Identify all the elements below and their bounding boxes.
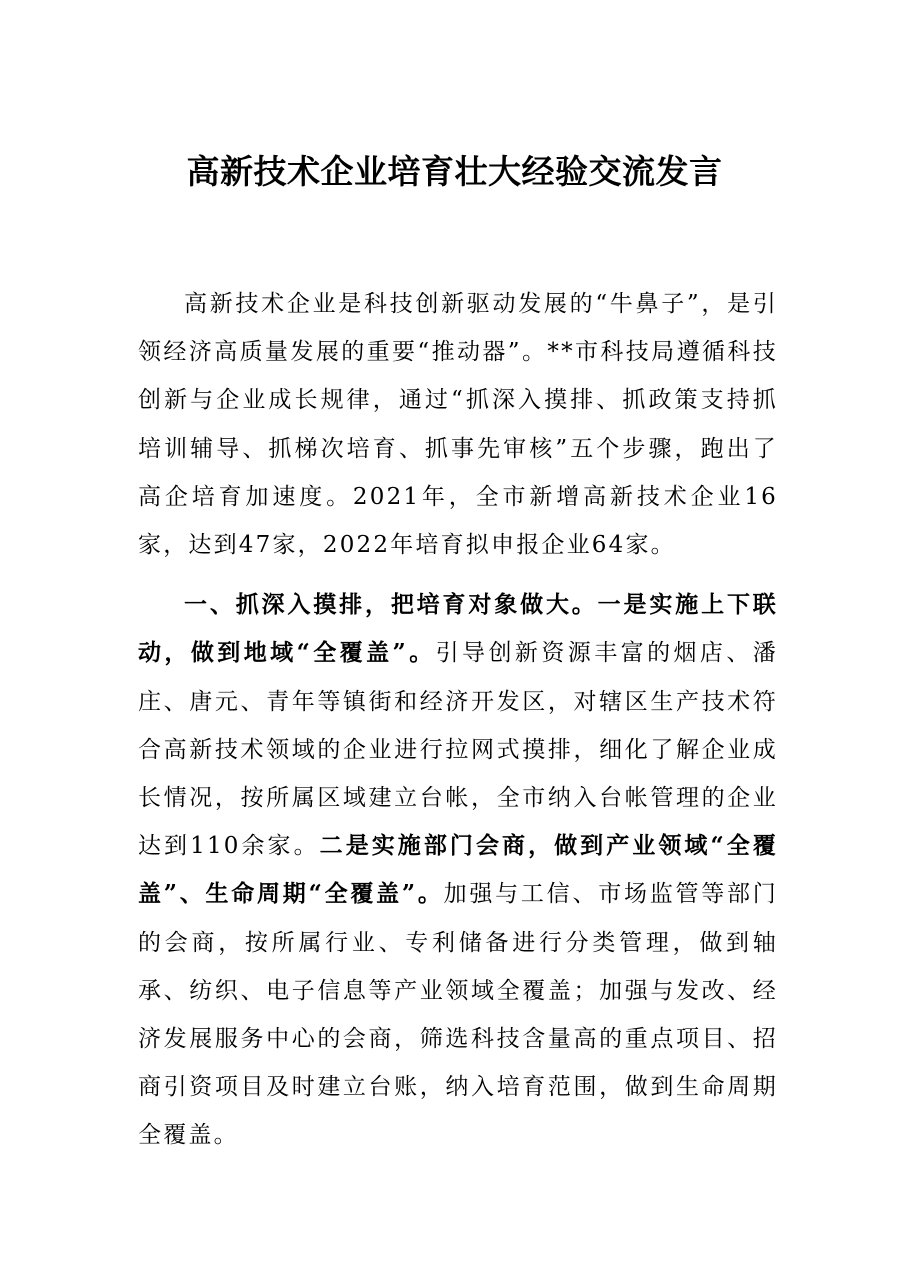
point-one-lead: 一是实施上下联动，做到地域“全覆盖”。 — [138, 591, 778, 667]
intro-paragraph — [138, 280, 778, 569]
document-title: 高新技术企业培育壮大经验交流发言 — [186, 152, 723, 191]
point-two-text: 加强与工信、市场监管等部门的会商，按所属行业、专利储备进行分类管理，做到轴承、纺织、电子信息等产业领域全覆盖；加强与发改、经济发展服务中心的会商，筛选科技含量高的重点项目、招商引资项目及时建立台账，纳入培育范围，做到生命周期全覆盖。 — [138, 881, 778, 1149]
section-one-paragraph — [138, 581, 778, 1159]
section-heading: 一、抓深入摸排，把培育对象做大。 — [184, 591, 598, 619]
intro-text: 高新技术企业是科技创新驱动发展的“牛鼻子”，是引领经济高质量发展的重要“推动器”。**市科技局遵循科技创新与企业成长规律，通过“抓深入摸排、抓政策支持抓培训辅导、抓梯次培育、抓事先审核”五个步骤，跑出了高企培育加速度。2021年，全市新增高新技术企业16家，达到47家，2022年培育拟申报企业64家。 — [138, 291, 778, 559]
document-body — [138, 280, 778, 1160]
point-two-lead: 二是实施部门会商，做到产业领域“全覆盖”、生命周期“全覆盖”。 — [138, 832, 778, 908]
point-one-text: 引导创新资源丰富的烟店、潘庄、唐元、青年等镇街和经济开发区，对辖区生产技术符合高新技术领域的企业进行拉网式摸排，细化了解企业成长情况，按所属区域建立台帐，全市纳入台帐管理的企业达到110余家。 — [138, 640, 778, 860]
